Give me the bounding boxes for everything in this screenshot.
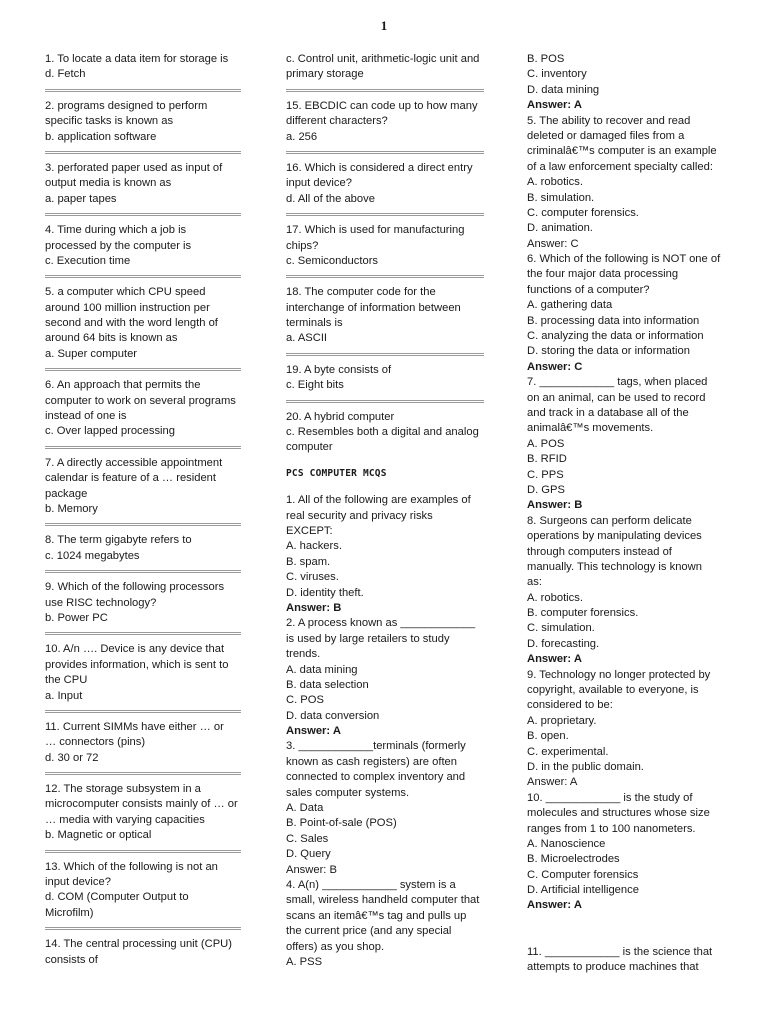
- text-line: D. data mining: [527, 83, 600, 96]
- text-line: B. simulation.: [527, 191, 595, 204]
- text-line: on an animal, can be used to record: [527, 391, 706, 404]
- text-line: real security and privacy risks: [286, 509, 433, 522]
- text-line: second and with the word length of: [45, 317, 218, 330]
- text-line: package: [45, 487, 88, 500]
- text-line: Answer: A: [286, 725, 341, 738]
- text-line: B. Point-of-sale (POS): [286, 817, 397, 830]
- text-line: microcomputer consists mainly of … or: [45, 798, 238, 811]
- text-line: B. open.: [527, 730, 569, 743]
- question-divider: [45, 151, 241, 154]
- question-block: [45, 782, 241, 844]
- question-divider: [45, 213, 241, 216]
- text-line: 7. ____________ tags, when placed: [527, 376, 708, 389]
- question-divider: [45, 772, 241, 775]
- text-line: 11. ____________ is the science that: [527, 945, 713, 958]
- text-line: the CPU: [45, 674, 88, 687]
- text-line: A. gathering data: [527, 299, 613, 312]
- text-line: 9. Which of the following processors: [45, 581, 225, 594]
- text-line: D. storing the data or information: [527, 345, 690, 358]
- text-line: D. Artificial intelligence: [527, 884, 639, 897]
- text-line: D. forecasting.: [527, 637, 600, 650]
- text-line: D. Query: [286, 848, 331, 861]
- text-line: Answer: A: [527, 99, 582, 112]
- text-line: B. data selection: [286, 678, 369, 691]
- text-line: a. paper tapes: [45, 192, 117, 205]
- question-block: [286, 223, 484, 269]
- text-line: copyright, available to everyone, is: [527, 684, 699, 697]
- text-line: considered to be:: [527, 699, 613, 712]
- text-line: D. identity theft.: [286, 586, 364, 599]
- text-line: c. Eight bits: [286, 379, 344, 392]
- text-line: processed by the computer is: [45, 239, 192, 252]
- text-line: consists of: [45, 953, 98, 966]
- question-divider: [45, 632, 241, 635]
- text-line: functions of a computer?: [527, 283, 650, 296]
- text-line: 5. a computer which CPU speed: [45, 286, 206, 299]
- text-line: c. 1024 megabytes: [45, 549, 140, 562]
- text-line: D. GPS: [527, 483, 565, 496]
- text-line: C. analyzing the data or information: [527, 330, 704, 343]
- question-divider: [45, 927, 241, 930]
- question-block: [45, 580, 241, 626]
- text-line: 20. A hybrid computer: [286, 410, 395, 423]
- text-line: 8. The term gigabyte refers to: [45, 534, 192, 547]
- text-line: … media with varying capacities: [45, 813, 205, 826]
- text-line: B. POS: [527, 53, 565, 65]
- text-line: animalâ€™s movements.: [527, 422, 654, 435]
- question-divider: [45, 275, 241, 278]
- text-line: scans an itemâ€™s tag and pulls up: [286, 909, 467, 922]
- question-block: [45, 533, 241, 564]
- text-line: A. PSS: [286, 955, 323, 968]
- text-line: A. Data: [286, 802, 324, 815]
- text-line: manually. This technology is known: [527, 560, 702, 573]
- question-block: [286, 52, 484, 83]
- question-divider: [286, 89, 484, 92]
- text-line: C. inventory: [527, 68, 587, 81]
- text-line: known as cash registers) are often: [286, 755, 458, 768]
- text-line: C. POS: [286, 694, 324, 707]
- text-line: instead of one is: [45, 410, 127, 423]
- question-divider: [45, 446, 241, 449]
- text-line: use RISC technology?: [45, 596, 157, 609]
- column-right: [527, 52, 727, 976]
- text-line: 11. Current SIMMs have either … or: [45, 720, 224, 733]
- text-line: and track in a database all of the: [527, 406, 689, 419]
- text-line: C. Computer forensics: [527, 868, 639, 881]
- text-line: C. PPS: [527, 468, 564, 481]
- question-divider: [286, 400, 484, 403]
- text-line: primary storage: [286, 68, 364, 81]
- text-line: Answer: A: [527, 653, 582, 666]
- text-line: A. hackers.: [286, 540, 342, 553]
- question-block: [45, 161, 241, 207]
- text-line: Microfilm): [45, 906, 94, 919]
- question-block: [286, 410, 484, 456]
- text-line: provides information, which is sent to: [45, 658, 229, 671]
- question-block: [45, 285, 241, 362]
- text-line: 5. The ability to recover and read: [527, 114, 691, 127]
- text-line: b. application software: [45, 130, 157, 143]
- text-line: B. spam.: [286, 555, 331, 568]
- text-line: around 100 million instruction per: [45, 301, 210, 314]
- text-line: input device?: [45, 876, 111, 889]
- text-line: 10. ____________ is the study of: [527, 791, 693, 804]
- question-divider: [286, 151, 484, 154]
- text-line: B. computer forensics.: [527, 607, 639, 620]
- question-block: [286, 363, 484, 394]
- text-line: d. Fetch: [45, 68, 86, 81]
- text-line: around 64 bits is known as: [45, 332, 178, 345]
- text-line: C. viruses.: [286, 571, 339, 584]
- text-line: a. Super computer: [45, 347, 138, 360]
- text-line: 1. To locate a data item for storage is: [45, 53, 229, 65]
- text-line: C. Sales: [286, 832, 329, 845]
- text-line: A. robotics.: [527, 591, 583, 604]
- question-block: [45, 223, 241, 269]
- text-line: terminals is: [286, 317, 343, 330]
- text-line: trends.: [286, 648, 321, 661]
- text-line: calendar is feature of a … resident: [45, 472, 217, 485]
- text-line: 9. Technology no longer protected by: [527, 668, 711, 681]
- mcq-list: [527, 52, 727, 914]
- text-line: 17. Which is used for manufacturing: [286, 224, 465, 237]
- text-line: computer: [286, 441, 333, 454]
- text-line: D. animation.: [527, 222, 593, 235]
- section-heading: PCS COMPUTER MCQS: [286, 467, 387, 479]
- text-line: C. computer forensics.: [527, 206, 639, 219]
- text-line: 16. Which is considered a direct entry: [286, 161, 473, 174]
- text-line: ranges from 1 to 100 nanometers.: [527, 822, 696, 835]
- text-line: c. Resembles both a digital and analog: [286, 426, 479, 439]
- text-line: a. 256: [286, 130, 318, 143]
- text-line: B. processing data into information: [527, 314, 700, 327]
- question-divider: [286, 353, 484, 356]
- mcq-list: [527, 945, 727, 976]
- page-number: 1: [380, 18, 388, 33]
- text-line: deleted or damaged files from a: [527, 129, 685, 142]
- text-line: A. POS: [527, 437, 565, 450]
- text-line: … connectors (pins): [45, 736, 146, 749]
- text-line: c. Execution time: [45, 254, 131, 267]
- question-block: [286, 161, 484, 207]
- text-line: A. Nanoscience: [527, 837, 606, 850]
- text-line: 6. Which of the following is NOT one of: [527, 253, 721, 266]
- text-line: molecules and structures whose size: [527, 807, 710, 820]
- question-block: [45, 99, 241, 145]
- question-divider: [45, 523, 241, 526]
- question-block: [286, 285, 484, 347]
- question-block: [45, 937, 241, 968]
- text-line: chips?: [286, 239, 319, 252]
- text-line: specific tasks is known as: [45, 115, 174, 128]
- text-line: Answer: A: [527, 776, 578, 789]
- text-line: Answer: A: [527, 899, 582, 912]
- text-line: c. Over lapped processing: [45, 425, 175, 438]
- text-line: A. proprietary.: [527, 714, 597, 727]
- question-divider: [286, 213, 484, 216]
- text-line: Answer: B: [286, 863, 337, 876]
- text-line: C. simulation.: [527, 622, 595, 635]
- text-line: 15. EBCDIC can code up to how many: [286, 99, 478, 112]
- text-line: a. ASCII: [286, 332, 328, 345]
- text-line: through computers instead of: [527, 545, 672, 558]
- text-line: small, wireless handheld computer that: [286, 894, 480, 907]
- text-line: the current price (and any special: [286, 925, 452, 938]
- text-line: d. 30 or 72: [45, 751, 99, 764]
- text-line: 13. Which of the following is not an: [45, 860, 218, 873]
- question-divider: [45, 89, 241, 92]
- text-line: A. robotics.: [527, 176, 583, 189]
- text-line: interchange of information between: [286, 301, 461, 314]
- question-divider: [45, 368, 241, 371]
- text-line: 7. A directly accessible appointment: [45, 456, 223, 469]
- text-line: as:: [527, 576, 542, 589]
- text-line: 14. The central processing unit (CPU): [45, 938, 232, 951]
- text-line: the four major data processing: [527, 268, 679, 281]
- question-block: [286, 99, 484, 145]
- text-line: sales computer systems.: [286, 786, 410, 799]
- text-line: 4. Time during which a job is: [45, 224, 187, 237]
- text-line: 12. The storage subsystem in a: [45, 783, 201, 796]
- text-line: B. RFID: [527, 453, 567, 466]
- text-line: 8. Surgeons can perform delicate: [527, 514, 692, 527]
- text-line: 2. programs designed to perform: [45, 99, 208, 112]
- question-block: [45, 378, 241, 440]
- text-line: input device?: [286, 177, 352, 190]
- mcq-list: [286, 493, 484, 970]
- text-line: D. in the public domain.: [527, 760, 644, 773]
- text-line: D. data conversion: [286, 709, 380, 722]
- text-line: 1. All of the following are examples of: [286, 494, 471, 507]
- text-line: Answer: B: [286, 601, 342, 614]
- column-middle: [286, 52, 484, 970]
- text-line: operations by manipulating devices: [527, 530, 702, 543]
- text-line: output media is known as: [45, 177, 172, 190]
- text-line: of a law enforcement specialty called:: [527, 160, 713, 173]
- question-divider: [45, 570, 241, 573]
- text-line: Answer: C: [527, 237, 579, 250]
- question-block: [45, 456, 241, 518]
- question-block: [45, 720, 241, 766]
- text-line: 3. ____________terminals (formerly: [286, 740, 466, 753]
- text-line: B. Microelectrodes: [527, 853, 620, 866]
- text-line: connected to complex inventory and: [286, 771, 466, 784]
- text-line: 6. An approach that permits the: [45, 379, 201, 392]
- text-line: Answer: B: [527, 499, 583, 512]
- text-line: 10. A/n …. Device is any device that: [45, 643, 225, 656]
- text-line: b. Power PC: [45, 611, 108, 624]
- text-line: EXCEPT:: [286, 525, 333, 537]
- question-block: [45, 52, 241, 83]
- text-line: b. Magnetic or optical: [45, 829, 152, 842]
- question-divider: [286, 275, 484, 278]
- question-block: [45, 642, 241, 704]
- text-line: 2. A process known as ____________: [286, 617, 476, 630]
- text-line: b. Memory: [45, 502, 98, 515]
- text-line: d. All of the above: [286, 192, 375, 205]
- text-line: computer to work on several programs: [45, 394, 236, 407]
- text-line: A. data mining: [286, 663, 358, 676]
- text-line: Answer: C: [527, 360, 583, 373]
- text-line: 18. The computer code for the: [286, 286, 436, 299]
- question-block: [45, 860, 241, 922]
- text-line: c. Semiconductors: [286, 254, 379, 267]
- text-line: 3. perforated paper used as input of: [45, 161, 223, 174]
- text-line: a. Input: [45, 689, 83, 702]
- text-line: c. Control unit, arithmetic-logic unit and: [286, 53, 480, 65]
- text-line: is used by large retailers to study: [286, 632, 450, 645]
- text-line: attempts to produce machines that: [527, 961, 699, 974]
- text-line: 4. A(n) ____________ system is a: [286, 878, 456, 891]
- question-divider: [45, 850, 241, 853]
- text-line: offers) as you shop.: [286, 940, 385, 953]
- text-line: d. COM (Computer Output to: [45, 891, 189, 904]
- text-line: C. experimental.: [527, 745, 609, 758]
- question-divider: [45, 710, 241, 713]
- text-line: different characters?: [286, 115, 388, 128]
- text-line: 19. A byte consists of: [286, 363, 392, 376]
- column-left: [45, 52, 241, 968]
- text-line: criminalâ€™s computer is an example: [527, 145, 717, 158]
